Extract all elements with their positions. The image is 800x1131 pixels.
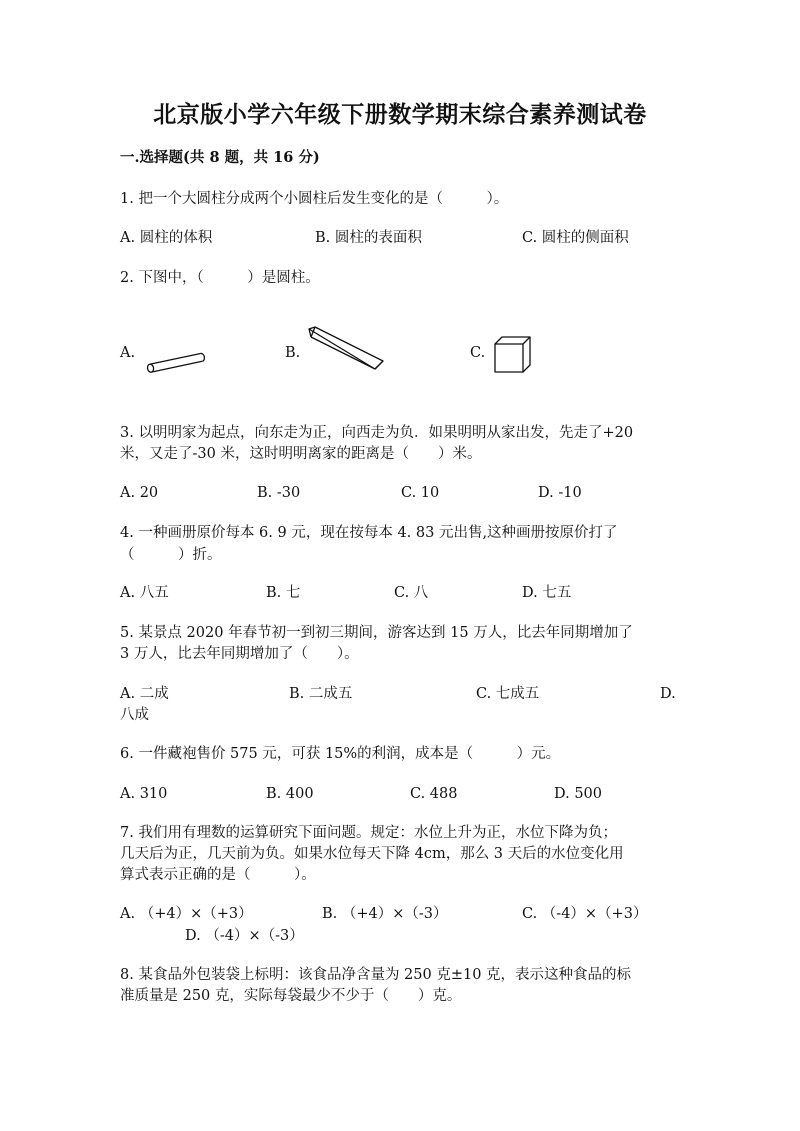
- question-2-option-a: A.: [120, 345, 136, 361]
- cylinder-figure: [140, 348, 210, 378]
- question-5-stem-line2: 3 万人，比去年同期增加了（ ）。: [120, 646, 359, 662]
- question-1-option-b: B. 圆柱的表面积: [315, 230, 422, 246]
- question-2-option-b: B.: [285, 345, 301, 361]
- question-6-option-b: B. 400: [266, 786, 314, 802]
- question-7-stem-line1: 7. 我们用有理数的运算研究下面问题。规定：水位上升为正，水位下降为负；: [120, 825, 617, 841]
- question-8-stem-line1: 8. 某食品外包装袋上标明：该食品净含量为 250 克±10 克，表示这种食品的标: [120, 967, 632, 983]
- question-1-option-a: A. 圆柱的体积: [120, 230, 213, 246]
- question-6-option-d: D. 500: [554, 786, 603, 802]
- section-heading: 一.选择题(共 8 题，共 16 分): [120, 149, 320, 166]
- question-5-stem-line1: 5. 某景点 2020 年春节初一到初三期间，游客达到 15 万人，比去年同期增加了: [120, 625, 633, 641]
- question-3-option-b: B. -30: [257, 485, 301, 501]
- question-4-stem-line1: 4. 一种画册原价每本 6. 9 元，现在按每本 4. 83 元出售,这种画册按原价打了: [120, 525, 618, 541]
- page-title: 北京版小学六年级下册数学期末综合素养测试卷: [153, 101, 647, 128]
- cube-figure: [493, 335, 533, 375]
- question-5-option-d-text: 八成: [120, 707, 149, 723]
- question-3-option-d: D. -10: [538, 485, 582, 501]
- question-3-stem-line1: 3. 以明明家为起点，向东走为正，向西走为负．如果明明从家出发，先走了+20: [120, 425, 634, 441]
- question-8-stem-line2: 准质量是 250 克，实际每袋最少不少于（ ）克。: [120, 988, 462, 1004]
- question-3-option-c: C. 10: [401, 485, 440, 501]
- question-5-option-a: A. 二成: [120, 686, 169, 702]
- question-7-option-b: B. （+4）×（-3）: [322, 906, 448, 922]
- question-4-option-c: C. 八: [394, 585, 429, 601]
- question-6-option-c: C. 488: [410, 786, 458, 802]
- question-6-stem: 6. 一件藏袍售价 575 元，可获 15%的利润，成本是（ ）元。: [120, 746, 561, 762]
- question-5-option-b: B. 二成五: [289, 686, 353, 702]
- question-7-option-d: D. （-4）×（-3）: [185, 928, 304, 944]
- question-1-stem: 1. 把一个大圆柱分成两个小圆柱后发生变化的是（ ）。: [120, 191, 509, 207]
- question-3-stem-line2: 米，又走了-30 米，这时明明离家的距离是（ ）米。: [120, 446, 482, 462]
- question-7-option-c: C. （-4）×（+3）: [522, 906, 648, 922]
- question-4-option-a: A. 八五: [120, 585, 169, 601]
- question-7-stem-line2: 几天后为正，几天前为负。如果水位每天下降 4cm，那么 3 天后的水位变化用: [120, 846, 624, 862]
- question-4-option-d: D. 七五: [522, 585, 572, 601]
- question-3-option-a: A. 20: [120, 485, 159, 501]
- question-5-option-c: C. 七成五: [476, 686, 540, 702]
- question-7-option-a: A. （+4）×（+3）: [120, 906, 253, 922]
- prism-figure: [303, 325, 385, 375]
- question-2-stem: 2. 下图中，（ ）是圆柱。: [120, 270, 320, 286]
- question-4-stem-line2: （ ）折。: [120, 547, 222, 563]
- question-7-stem-line3: 算式表示正确的是（ ）。: [120, 867, 316, 883]
- question-5-option-d-label: D.: [660, 686, 676, 702]
- question-1-option-c: C. 圆柱的侧面积: [522, 230, 629, 246]
- question-2-option-c: C.: [470, 345, 486, 361]
- question-6-option-a: A. 310: [120, 786, 168, 802]
- question-4-option-b: B. 七: [266, 585, 301, 601]
